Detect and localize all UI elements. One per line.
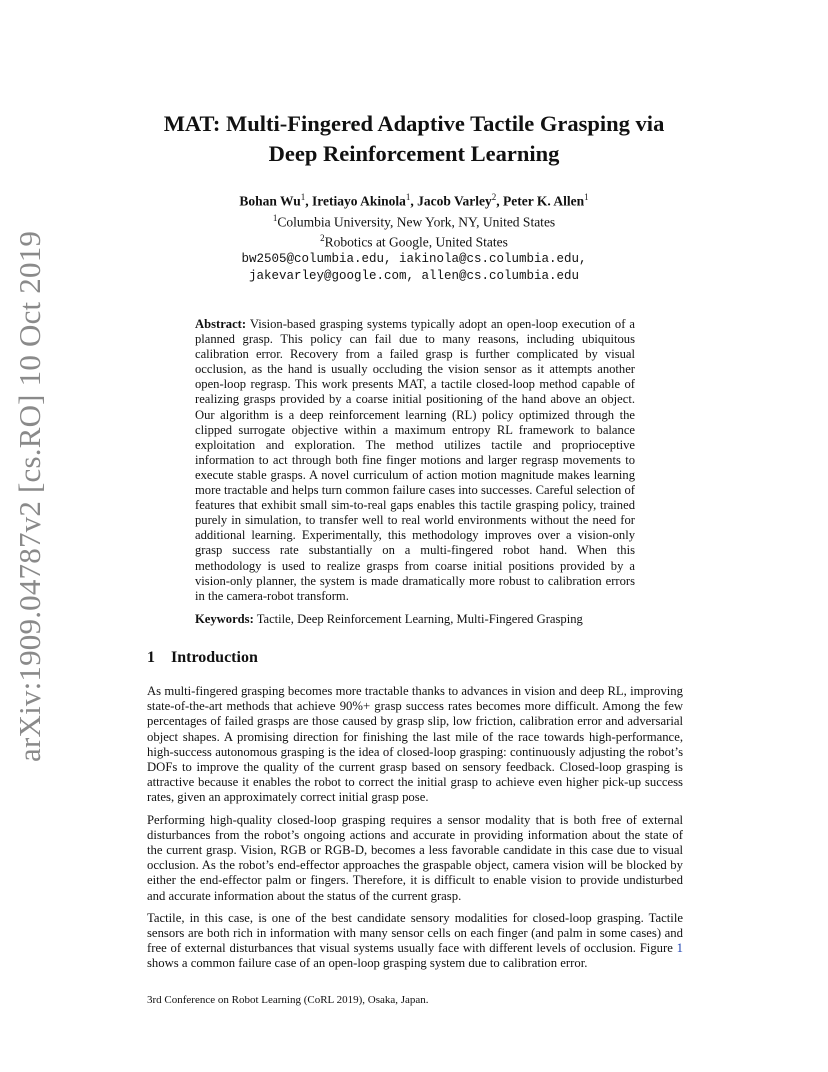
abstract-text: Vision-based grasping systems typically adopt an open-loop execution of a planned grasp. This policy can fail due to many reasons, including ubiquitous calibration error. Recovery from a failed grasp is further complicated by visual occlusion, as the hand is usually occluding the vision sensor as it attempts another open-loop regrasp. This work presents MAT, a tactile closed-loop method capable of realizing grasps provided by a coarse initial positioning of the hand above an object. Our algorithm is a deep reinforcement learning (RL) policy optimized through the clipped surrogate objective within a maximum entropy RL framework to balance exploitation and exploration. The method utilizes tactile and proprioceptive information to act through both fine finger motions and larger regrasp movements to execute stable grasps. A novel curriculum of action motion magnitude makes learning more tractable and helps turn common failure cases into successes. Careful selection of features that exhibit small sim-to-real gaps enables this tactile grasping policy, trained purely in simulation, to transfer well to real world environments without the need for additional learning. Experimentally, this methodology improves over a vision-only grasp success rate substantially on a multi-fingered robot hand. When this methodology is used to realize grasps from coarse initial positions provided by a vision-only planner, the system is made dramatically more robust to calibration errors in the camera-robot transform. bbox=[195, 317, 635, 603]
author-affiliation-mark: 1 bbox=[300, 192, 306, 202]
author-affiliation-mark: 2 bbox=[491, 192, 497, 202]
title-line-2: Deep Reinforcement Learning bbox=[268, 141, 560, 166]
paper-title bbox=[100, 109, 728, 169]
author-affiliation-mark: 1 bbox=[584, 192, 589, 202]
keywords-label: Keywords: bbox=[195, 612, 254, 626]
affiliation-number: 2 bbox=[320, 233, 325, 243]
author-block bbox=[100, 189, 728, 285]
author-name: Jacob Varley bbox=[417, 193, 492, 209]
author-emails-line-1: bw2505@columbia.edu, iakinola@cs.columbia.edu, bbox=[241, 251, 587, 266]
section-number: 1 bbox=[147, 649, 155, 666]
arxiv-identifier: arXiv:1909.04787v2 [cs.RO] 10 Oct 2019 bbox=[12, 230, 47, 762]
introduction-body bbox=[147, 684, 683, 979]
intro-text: Tactile, in this case, is one of the best candidate sensory modalities for closed-loop grasping. Tactile sensors are both rich in information with many sensor cells on each finger (and palm in some cases) and free of external disturbances that visual systems usually face with different levels of occlusion. Figure bbox=[147, 910, 683, 956]
section-heading bbox=[147, 648, 258, 668]
abstract-label: Abstract: bbox=[195, 317, 247, 331]
author-emails-line-2: jakevarley@google.com, allen@cs.columbia.edu bbox=[248, 268, 580, 283]
author-affiliation-mark: 1 bbox=[405, 192, 411, 202]
author-names: Bohan Wu$^1$, Iretiayo Akinola$^1$, Jacob Varley$^2$, Peter K. Allen$^1$ bbox=[239, 192, 589, 209]
title-line-1: MAT: Multi-Fingered Adaptive Tactile Grasping via bbox=[163, 111, 665, 136]
affiliation-number: 1 bbox=[272, 212, 278, 223]
affiliation bbox=[100, 210, 728, 231]
intro-paragraph: As multi-fingered grasping becomes more tractable thanks to advances in vision and deep RL, improving state-of-the-art methods that achieve 90%+ grasp success rates becomes more difficult. Among the few percentages of failed grasps are those caused by grasp slip, low friction, calibration error and adversarial object shapes. A promising direction for finishing the last mile of the race towards high-performance, high-success autonomous grasping is the idea of closed-loop grasping: continuously adjusting the robot’s DOFs to improve the quality of the current grasp based on sensory feedback. Closed-loop grasping is attractive because it enables the robot to correct the initial grasp to achieve even higher pick-up success rates, given an approximately correct initial grasp pose. bbox=[147, 684, 683, 805]
author-name: Bohan Wu bbox=[239, 193, 301, 209]
figure-reference-link[interactable]: 1 bbox=[676, 941, 683, 956]
affiliation bbox=[100, 230, 728, 251]
keywords bbox=[195, 611, 635, 627]
conference-footnote: 3rd Conference on Robot Learning (CoRL 2019), Osaka, Japan. bbox=[147, 994, 429, 1006]
author-name: Peter K. Allen bbox=[503, 193, 585, 209]
affiliation-text: Columbia University, New York, NY, United States bbox=[277, 214, 556, 229]
author-name: Iretiayo Akinola bbox=[312, 193, 406, 209]
intro-text: shows a common failure case of an open-loop grasping system due to calibration error. bbox=[147, 956, 588, 971]
intro-paragraph: Performing high-quality closed-loop grasping requires a sensor modality that is both free of external disturbances from the robot’s ongoing actions and accurate in providing information about the state of the current grasp. Vision, RGB or RGB-D, becomes a less favorable candidate in this case due to visual occlusion. As the robot’s end-effector approaches the graspable object, camera vision will be blocked by either the end-effector palm or fingers. Therefore, it is difficult to enable vision to provide undisturbed and accurate information about the status of the current grasp. bbox=[147, 812, 683, 903]
abstract bbox=[195, 317, 635, 604]
intro-paragraph bbox=[147, 911, 683, 972]
keywords-text: Tactile, Deep Reinforcement Learning, Multi-Fingered Grasping bbox=[256, 612, 583, 626]
affiliation-text: Robotics at Google, United States bbox=[324, 234, 508, 250]
section-title: Introduction bbox=[171, 649, 258, 666]
